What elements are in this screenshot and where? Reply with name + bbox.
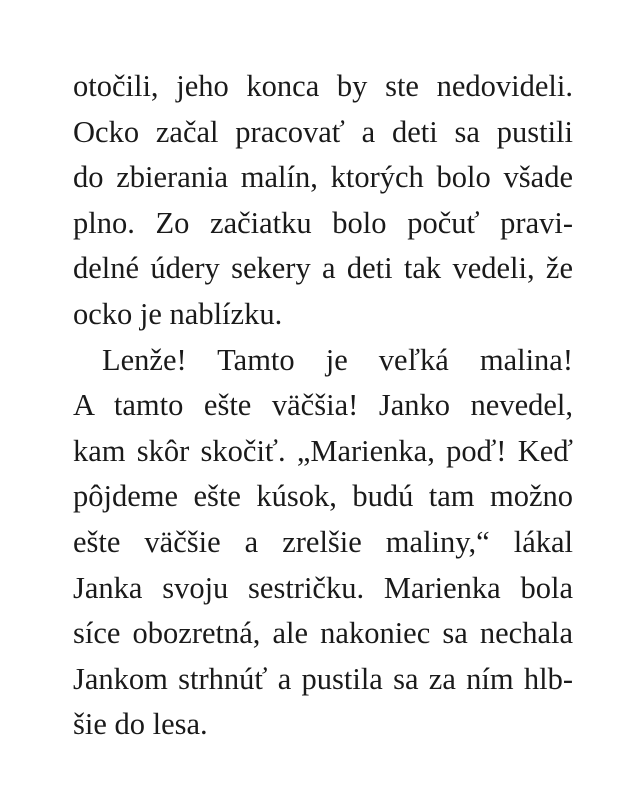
text-line: otočili, jeho konca by ste nedovideli. <box>73 69 573 103</box>
text-line: delné údery sekery a deti tak vedeli, že <box>73 251 573 286</box>
text-line: plno. Zo začiatku bolo počuť pravi- <box>73 205 573 240</box>
text-line: Ocko začal pracovať a deti sa pustili <box>73 114 573 149</box>
text-line: pôjdeme ešte kúsok, budú tam možno <box>73 479 573 514</box>
text-line: síce obozretná, ale nakoniec sa nechala <box>73 616 573 651</box>
text-line: ocko je nablízku. <box>73 296 283 331</box>
paragraph-first-line: Lenže! Tamto je veľká malina! <box>102 342 573 377</box>
text-line: Jankom strhnúť a pustila sa za ním hlb- <box>73 661 573 696</box>
text-line: ešte väčšie a zrelšie maliny,“ lákal <box>73 524 573 559</box>
text-line: šie do lesa. <box>73 707 208 742</box>
text-line: A tamto ešte väčšia! Janko nevedel, <box>73 388 573 423</box>
body-text <box>73 64 573 748</box>
text-line: do zbierania malín, ktorých bolo všade <box>73 160 573 195</box>
text-line: Janka svoju sestričku. Marienka bola <box>73 570 573 605</box>
text-line: kam skôr skočiť. „Marienka, poď! Keď <box>73 433 573 468</box>
